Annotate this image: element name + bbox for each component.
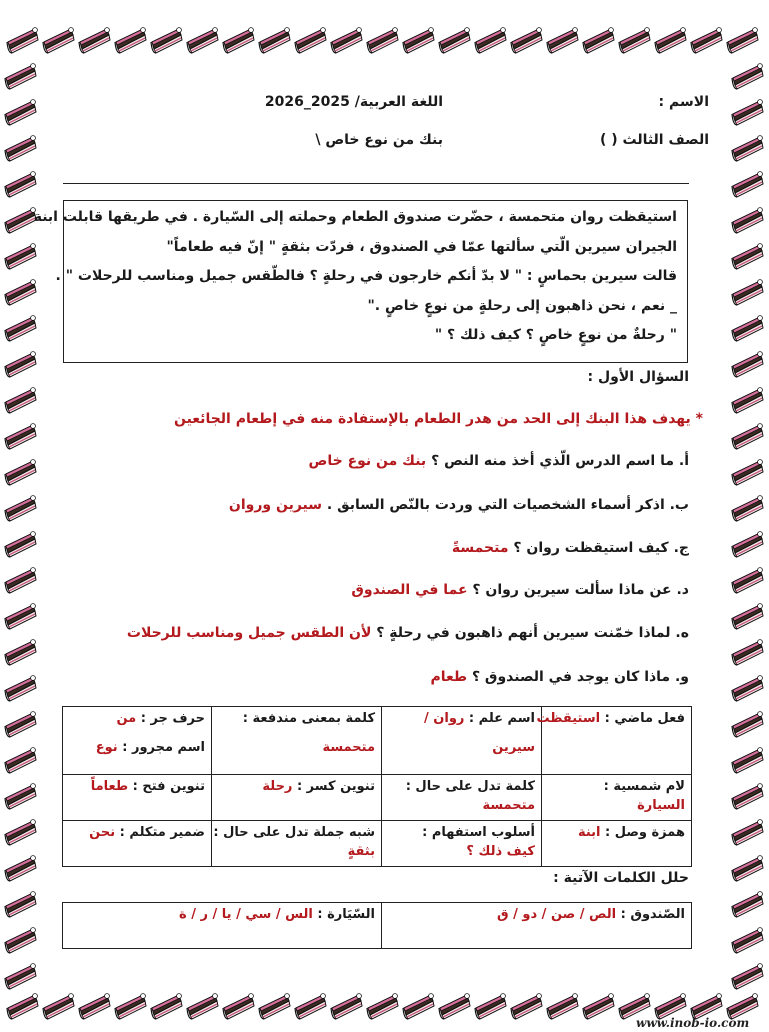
cake-icon	[436, 22, 472, 58]
question-e	[127, 625, 689, 641]
grammar-cell: ضمير متكلم : نحن	[63, 821, 212, 867]
cake-icon	[729, 202, 765, 238]
cake-icon	[729, 418, 765, 454]
question-text: و. ماذا كان يوجد في الصندوق ؟	[471, 669, 689, 685]
cake-icon	[2, 310, 38, 346]
grammar-cell: كلمة تدل على حال : متحمسة	[382, 775, 542, 821]
cake-icon	[2, 490, 38, 526]
cake-icon	[729, 706, 765, 742]
cake-icon	[729, 310, 765, 346]
analysis-table	[62, 902, 692, 949]
cake-icon	[729, 922, 765, 958]
cake-icon	[184, 22, 220, 58]
question-text: أ. ما اسم الدرس الّذي أخذ منه النص ؟	[431, 453, 689, 469]
cake-icon	[729, 58, 765, 94]
cake-icon	[729, 490, 765, 526]
cake-icon	[729, 958, 765, 994]
cake-icon	[616, 22, 652, 58]
question-text: ه. لماذا خمّنت سيرين أنهم ذاهبون في رحلةٍ ؟	[376, 625, 689, 641]
lesson-title: بنك من نوع خاص \	[315, 132, 443, 148]
cake-icon	[729, 562, 765, 598]
section-title: السؤال الأول :	[587, 369, 689, 385]
cake-icon	[364, 988, 400, 1024]
cake-icon	[2, 706, 38, 742]
cake-icon	[220, 22, 256, 58]
passage-line: الجيران سيرين الّتي سألتها عمّا في الصندوق ، فردّت بثقةٍ " إنّ فيه طعاماً"	[166, 238, 677, 255]
cake-icon	[729, 382, 765, 418]
cake-icon	[729, 526, 765, 562]
cake-icon	[2, 94, 38, 130]
cake-icon	[729, 634, 765, 670]
cake-icon	[2, 742, 38, 778]
cake-icon	[2, 454, 38, 490]
cake-icon	[148, 22, 184, 58]
cake-icon	[472, 988, 508, 1024]
grammar-cell: فعل ماضي : استيقظت	[542, 707, 692, 775]
cake-icon	[2, 202, 38, 238]
cake-icon	[2, 418, 38, 454]
cake-icon	[2, 850, 38, 886]
cake-icon	[508, 22, 544, 58]
passage-line: _ نعم ، نحن ذاهبون إلى رحلةٍ من نوعٍ خاصٍ ."	[367, 297, 677, 314]
cake-icon	[580, 22, 616, 58]
cake-icon	[729, 598, 765, 634]
cake-icon	[40, 22, 76, 58]
cake-icon	[2, 958, 38, 994]
cake-icon	[2, 814, 38, 850]
grammar-cell: شبه جملة تدل على حال : بثقةٍ	[212, 821, 382, 867]
grammar-table	[62, 706, 692, 867]
cake-icon	[112, 22, 148, 58]
grammar-cell: حرف جر : من اسم مجرور : نوع	[63, 707, 212, 775]
cake-icon	[256, 988, 292, 1024]
cake-icon	[112, 988, 148, 1024]
header-divider	[63, 183, 689, 184]
cake-icon	[652, 22, 688, 58]
cake-icon	[729, 94, 765, 130]
question-text: د. عن ماذا سألت سيرين روان ؟	[472, 582, 689, 598]
grammar-cell: لام شمسية : السيارة	[542, 775, 692, 821]
answer-text: طعام	[430, 669, 468, 685]
cake-icon	[184, 988, 220, 1024]
cake-icon	[724, 22, 760, 58]
question-a	[309, 453, 689, 469]
site-watermark: www.inob-io.com	[636, 1016, 750, 1030]
answer-text: سيرين وروان	[228, 497, 323, 513]
question-f	[430, 669, 689, 685]
cake-icon	[2, 526, 38, 562]
cake-icon	[436, 988, 472, 1024]
cake-icon	[2, 634, 38, 670]
cake-icon	[2, 670, 38, 706]
question-text: ب. اذكر أسماء الشخصيات التي وردت بالنّص السابق .	[326, 497, 689, 513]
cake-icon	[2, 166, 38, 202]
reading-passage	[33, 200, 688, 363]
grammar-cell: كلمة بمعنى مندفعة : متحمسة	[212, 707, 382, 775]
subject-year: اللغة العربية/ 2025_2026	[264, 94, 443, 110]
cake-icon	[2, 382, 38, 418]
answer-text: عما في الصندوق	[351, 582, 468, 598]
cake-icon	[2, 130, 38, 166]
cake-icon	[292, 22, 328, 58]
answer-text: بنك من نوع خاص	[308, 453, 427, 469]
passage-line: قالت سيرين بحماسٍ : " لا بدّ أنكم خارجون في رحلةٍ ؟ فالطّقس جميل ومناسب للرحلات " .	[55, 268, 677, 284]
cake-icon	[729, 778, 765, 814]
grammar-cell: تنوين فتح : طعاماً	[63, 775, 212, 821]
name-label: الاسم :	[658, 94, 709, 110]
cake-icon	[729, 274, 765, 310]
cake-icon	[729, 850, 765, 886]
cake-icon	[729, 238, 765, 274]
cake-icon	[328, 988, 364, 1024]
answer-text: متحمسةً	[451, 540, 509, 556]
grammar-cell: تنوين كسر : رحلة	[212, 775, 382, 821]
cake-icon	[364, 22, 400, 58]
cake-icon	[2, 922, 38, 958]
cake-icon	[544, 988, 580, 1024]
cake-icon	[729, 454, 765, 490]
cake-icon	[76, 988, 112, 1024]
grammar-cell: أسلوب استفهام : كيف ذلك ؟	[382, 821, 542, 867]
grammar-cell: همزة وصل : ابنة	[542, 821, 692, 867]
passage-line: " رحلةٌ من نوعٍ خاصٍ ؟ كيف ذلك ؟ "	[434, 327, 677, 343]
cake-icon	[472, 22, 508, 58]
cake-icon	[220, 988, 256, 1024]
question-b	[229, 497, 689, 513]
cake-icon	[729, 166, 765, 202]
cake-icon	[729, 742, 765, 778]
question-c	[452, 540, 689, 556]
cake-icon	[400, 988, 436, 1024]
cake-icon	[2, 58, 38, 94]
passage-line: استيقظت روان متحمسة ، حضّرت صندوق الطعام وحملته إلى السّيارة . في طريقها قابلت ابنة	[33, 209, 677, 225]
cake-icon	[256, 22, 292, 58]
cake-icon	[2, 778, 38, 814]
cake-icon	[729, 346, 765, 382]
cake-icon	[729, 670, 765, 706]
cake-icon	[40, 988, 76, 1024]
cake-icon	[729, 886, 765, 922]
cake-icon	[2, 562, 38, 598]
question-d	[351, 582, 689, 598]
cake-icon	[328, 22, 364, 58]
cake-icon	[2, 886, 38, 922]
cake-icon	[729, 814, 765, 850]
cake-icon	[544, 22, 580, 58]
cake-icon	[2, 238, 38, 274]
cake-icon	[4, 22, 40, 58]
analysis-cell: الصّندوق : الص / صن / دو / ق	[382, 903, 692, 949]
grammar-cell: اسم علم : روان / سيرين	[382, 707, 542, 775]
grade-label: الصف الثالث ( )	[599, 132, 709, 148]
cake-icon	[76, 22, 112, 58]
cake-icon	[2, 346, 38, 382]
cake-icon	[292, 988, 328, 1024]
cake-icon	[688, 22, 724, 58]
cake-icon	[400, 22, 436, 58]
analysis-cell: السّيَارة : الس / سي / يا / ر / ة	[63, 903, 382, 949]
cake-icon	[580, 988, 616, 1024]
question-text: ج. كيف استيقظت روان ؟	[513, 540, 689, 556]
cake-icon	[729, 130, 765, 166]
cake-icon	[2, 274, 38, 310]
analysis-title: حلل الكلمات الآتية :	[553, 870, 689, 886]
cake-icon	[2, 598, 38, 634]
answer-text: لأن الطقس جميل ومناسب للرحلات	[126, 625, 372, 641]
cake-icon	[148, 988, 184, 1024]
cake-icon	[508, 988, 544, 1024]
lesson-note: * يهدف هذا البنك إلى الحد من هدر الطعام بالإستفادة منه في إطعام الجائعين	[173, 411, 703, 427]
